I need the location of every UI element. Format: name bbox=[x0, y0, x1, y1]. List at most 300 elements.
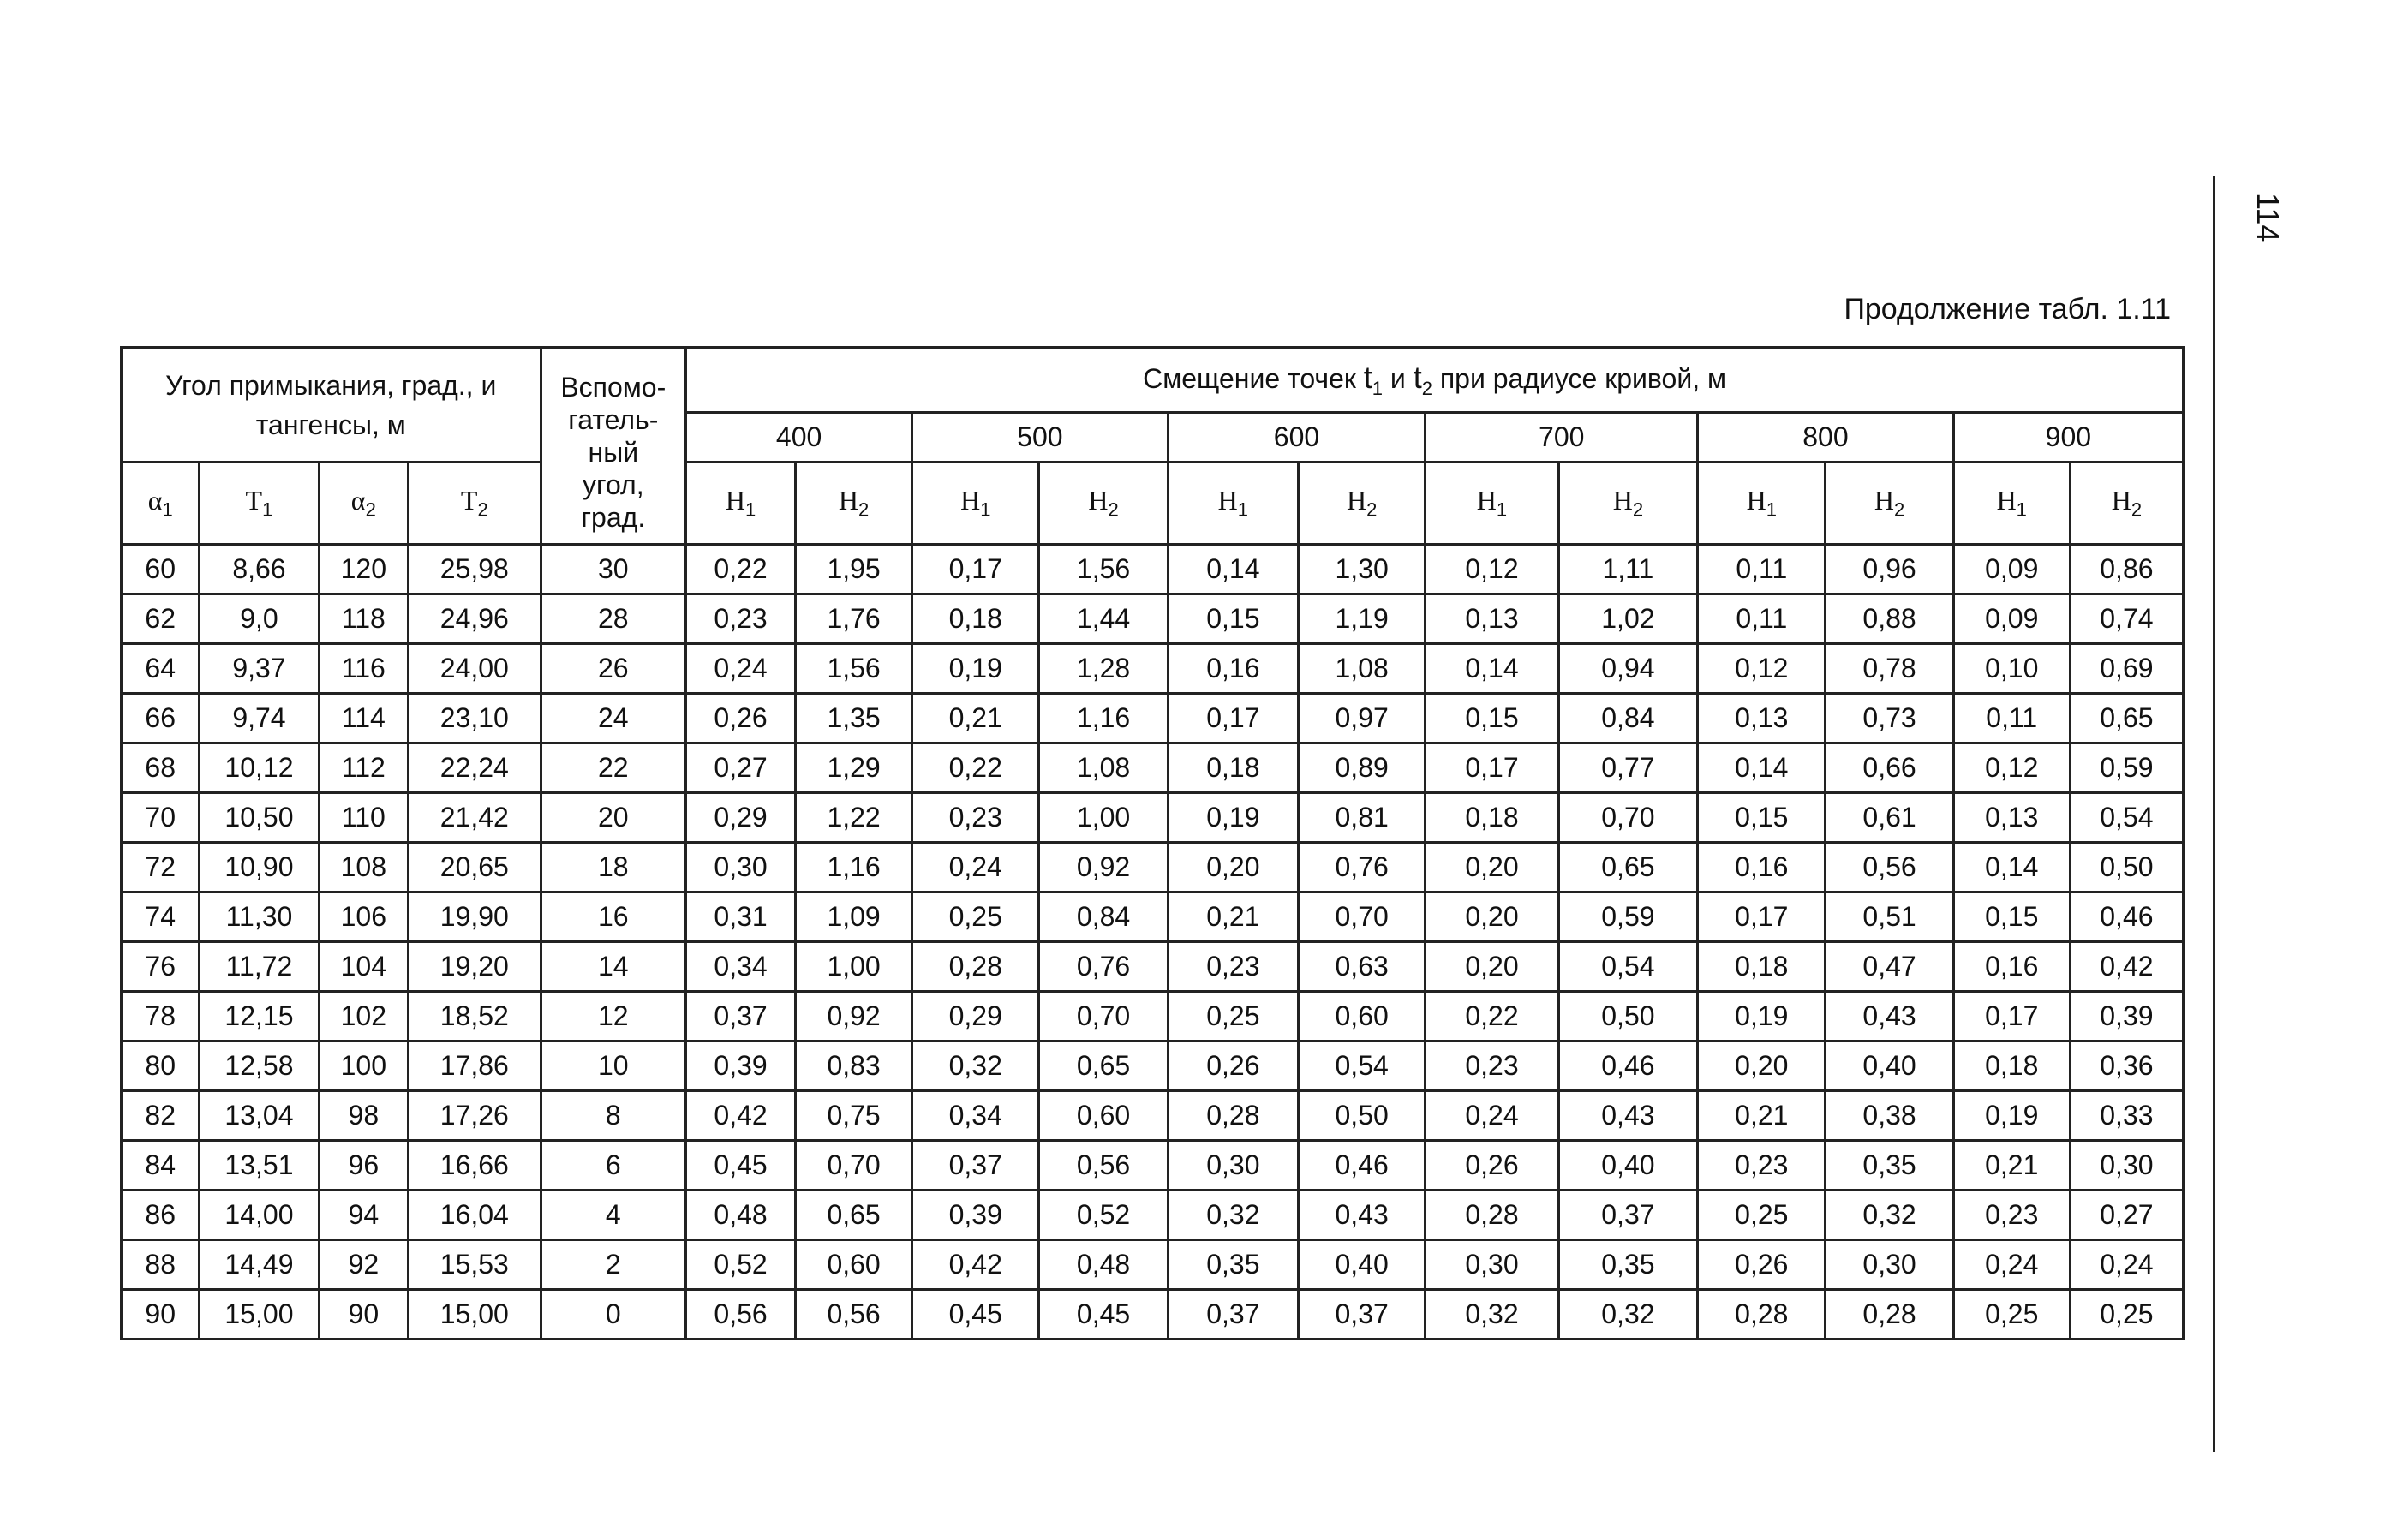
table-cell: 0,37 bbox=[912, 1141, 1039, 1191]
table-cell: 0,31 bbox=[686, 892, 796, 942]
col-H1-700: $H_1$ bbox=[1426, 463, 1558, 545]
table-cell: 0,30 bbox=[1426, 1240, 1558, 1290]
table-cell: 0,09 bbox=[1953, 594, 2070, 644]
table-cell: 0,18 bbox=[1426, 793, 1558, 843]
table-cell: 1,19 bbox=[1299, 594, 1426, 644]
table-cell: 1,09 bbox=[796, 892, 912, 942]
table-cell: 0,39 bbox=[2070, 992, 2183, 1042]
table-cell: 0,32 bbox=[1826, 1191, 1953, 1240]
table-cell: 19,90 bbox=[409, 892, 541, 942]
table-cell: 0,78 bbox=[1826, 644, 1953, 694]
table-cell: 13,51 bbox=[200, 1141, 319, 1191]
radius-900: 900 bbox=[1953, 413, 2183, 463]
table-cell: 0,20 bbox=[1426, 942, 1558, 992]
table-cell: 10 bbox=[541, 1042, 686, 1091]
table-cell: 0,65 bbox=[2070, 694, 2183, 743]
table-cell: 0,84 bbox=[1039, 892, 1168, 942]
table-cell: 0,17 bbox=[1426, 743, 1558, 793]
col-H1-900: $H_1$ bbox=[1953, 463, 2070, 545]
table-cell: 108 bbox=[319, 843, 409, 892]
table-cell: 24 bbox=[541, 694, 686, 743]
table-cell: 0,50 bbox=[1299, 1091, 1426, 1141]
table-cell: 1,56 bbox=[796, 644, 912, 694]
table-cell: 17,86 bbox=[409, 1042, 541, 1091]
table-cell: 0,11 bbox=[1953, 694, 2070, 743]
table-cell: 0,21 bbox=[1953, 1141, 2070, 1191]
table-cell: 88 bbox=[122, 1240, 200, 1290]
table-cell: 17,26 bbox=[409, 1091, 541, 1141]
table-cell: 0,30 bbox=[686, 843, 796, 892]
table-cell: 12,58 bbox=[200, 1042, 319, 1091]
table-row bbox=[122, 1141, 2184, 1191]
table-cell: 0,54 bbox=[1558, 942, 1697, 992]
table-cell: 0,40 bbox=[1299, 1240, 1426, 1290]
table-cell: 0,47 bbox=[1826, 942, 1953, 992]
table-cell: 21,42 bbox=[409, 793, 541, 843]
table-cell: 23,10 bbox=[409, 694, 541, 743]
table-cell: 0,70 bbox=[1558, 793, 1697, 843]
table-cell: 0,65 bbox=[1039, 1042, 1168, 1091]
table-cell: 0,32 bbox=[1558, 1290, 1697, 1340]
col-alpha2: $\alpha_2$ bbox=[319, 463, 409, 545]
table-cell: 84 bbox=[122, 1141, 200, 1191]
table-cell: 0,11 bbox=[1698, 545, 1826, 594]
radius-400: 400 bbox=[686, 413, 912, 463]
table-cell: 0,18 bbox=[1168, 743, 1298, 793]
table-row bbox=[122, 743, 2184, 793]
col-H2-900: $H_2$ bbox=[2070, 463, 2183, 545]
table-cell: 0,83 bbox=[796, 1042, 912, 1091]
radius-600: 600 bbox=[1168, 413, 1426, 463]
table-cell: 0,42 bbox=[912, 1240, 1039, 1290]
table-cell: 0,33 bbox=[2070, 1091, 2183, 1141]
table-cell: 94 bbox=[319, 1191, 409, 1240]
table-cell: 0,46 bbox=[1558, 1042, 1697, 1091]
table-cell: 11,72 bbox=[200, 942, 319, 992]
table-cell: 116 bbox=[319, 644, 409, 694]
table-cell: 0,76 bbox=[1039, 942, 1168, 992]
table-cell: 1,08 bbox=[1039, 743, 1168, 793]
table-cell: 0,75 bbox=[796, 1091, 912, 1141]
table-cell: 0,34 bbox=[686, 942, 796, 992]
table-cell: 0,28 bbox=[1698, 1290, 1826, 1340]
header-shift-group: Смещение точек $t_1$ и $t_2$ при радиусе кривой, м bbox=[686, 348, 2184, 413]
table-cell: 0,10 bbox=[1953, 644, 2070, 694]
table-cell: 0,16 bbox=[1953, 942, 2070, 992]
table-cell: 14 bbox=[541, 942, 686, 992]
table-cell: 30 bbox=[541, 545, 686, 594]
radius-500: 500 bbox=[912, 413, 1169, 463]
table-cell: 0,14 bbox=[1426, 644, 1558, 694]
table-cell: 0,11 bbox=[1698, 594, 1826, 644]
table-cell: 0,24 bbox=[1426, 1091, 1558, 1141]
table-cell: 24,96 bbox=[409, 594, 541, 644]
table-cell: 0,13 bbox=[1698, 694, 1826, 743]
table-cell: 1,30 bbox=[1299, 545, 1426, 594]
table-cell: 0,65 bbox=[796, 1191, 912, 1240]
table-cell: 10,12 bbox=[200, 743, 319, 793]
table-cell: 0,34 bbox=[912, 1091, 1039, 1141]
table-row bbox=[122, 644, 2184, 694]
table-cell: 9,37 bbox=[200, 644, 319, 694]
table-cell: 0,84 bbox=[1558, 694, 1697, 743]
table-cell: 0,42 bbox=[2070, 942, 2183, 992]
table-cell: 0,23 bbox=[1698, 1141, 1826, 1191]
table-cell: 0,27 bbox=[2070, 1191, 2183, 1240]
table-cell: 78 bbox=[122, 992, 200, 1042]
col-H1-800: $H_1$ bbox=[1698, 463, 1826, 545]
table-cell: 0,18 bbox=[1953, 1042, 2070, 1091]
table-cell: 0,56 bbox=[1039, 1141, 1168, 1191]
table-cell: 0,60 bbox=[1039, 1091, 1168, 1141]
col-H2-700: $H_2$ bbox=[1558, 463, 1697, 545]
col-H2-400: $H_2$ bbox=[796, 463, 912, 545]
table-body bbox=[122, 545, 2184, 1340]
table-cell: 0,23 bbox=[1168, 942, 1298, 992]
table-cell: 0,20 bbox=[1168, 843, 1298, 892]
table-cell: 1,56 bbox=[1039, 545, 1168, 594]
table-cell: 15,00 bbox=[200, 1290, 319, 1340]
radius-700: 700 bbox=[1426, 413, 1698, 463]
col-H1-600: $H_1$ bbox=[1168, 463, 1298, 545]
table-cell: 120 bbox=[319, 545, 409, 594]
table-cell: 0,15 bbox=[1426, 694, 1558, 743]
table-cell: 0,18 bbox=[1698, 942, 1826, 992]
table-cell: 0,27 bbox=[686, 743, 796, 793]
table-caption: Продолжение табл. 1.11 bbox=[1844, 293, 2171, 325]
table-row bbox=[122, 694, 2184, 743]
header-aux-angle: Вспомо-гатель-ный угол, град. bbox=[541, 348, 686, 545]
col-H2-600: $H_2$ bbox=[1299, 463, 1426, 545]
table-cell: 0,37 bbox=[1299, 1290, 1426, 1340]
table-cell: 16,04 bbox=[409, 1191, 541, 1240]
table-cell: 0,56 bbox=[1826, 843, 1953, 892]
table-row bbox=[122, 892, 2184, 942]
table-cell: 70 bbox=[122, 793, 200, 843]
table-cell: 0,14 bbox=[1953, 843, 2070, 892]
table-cell: 6 bbox=[541, 1141, 686, 1191]
table-cell: 0,32 bbox=[912, 1042, 1039, 1091]
table-cell: 15,53 bbox=[409, 1240, 541, 1290]
table-cell: 0,14 bbox=[1168, 545, 1298, 594]
table-cell: 0,37 bbox=[1558, 1191, 1697, 1240]
table-cell: 0,45 bbox=[1039, 1290, 1168, 1340]
table-cell: 0,25 bbox=[1168, 992, 1298, 1042]
table-cell: 0,32 bbox=[1426, 1290, 1558, 1340]
table-cell: 0,50 bbox=[1558, 992, 1697, 1042]
table-cell: 0,73 bbox=[1826, 694, 1953, 743]
table-cell: 0,20 bbox=[1426, 843, 1558, 892]
table-cell: 1,35 bbox=[796, 694, 912, 743]
col-H2-800: $H_2$ bbox=[1826, 463, 1953, 545]
table-cell: 0,16 bbox=[1698, 843, 1826, 892]
table-cell: 0,35 bbox=[1826, 1141, 1953, 1191]
table-cell: 0,46 bbox=[2070, 892, 2183, 942]
table-cell: 14,49 bbox=[200, 1240, 319, 1290]
page-number: 114 bbox=[2251, 193, 2286, 242]
table-cell: 0,18 bbox=[912, 594, 1039, 644]
table-cell: 0,61 bbox=[1826, 793, 1953, 843]
table-cell: 2 bbox=[541, 1240, 686, 1290]
table-cell: 0,70 bbox=[796, 1141, 912, 1191]
table-cell: 1,08 bbox=[1299, 644, 1426, 694]
table-cell: 0,81 bbox=[1299, 793, 1426, 843]
table-cell: 0,92 bbox=[1039, 843, 1168, 892]
table-cell: 102 bbox=[319, 992, 409, 1042]
col-T2: $T_2$ bbox=[409, 463, 541, 545]
table-cell: 64 bbox=[122, 644, 200, 694]
table-cell: 0,38 bbox=[1826, 1091, 1953, 1141]
table-cell: 0,29 bbox=[686, 793, 796, 843]
table-cell: 0,60 bbox=[796, 1240, 912, 1290]
table-cell: 0,23 bbox=[686, 594, 796, 644]
table-row bbox=[122, 793, 2184, 843]
table-cell: 1,44 bbox=[1039, 594, 1168, 644]
table-cell: 0,37 bbox=[1168, 1290, 1298, 1340]
table-cell: 1,00 bbox=[1039, 793, 1168, 843]
table-cell: 0,65 bbox=[1558, 843, 1697, 892]
table-cell: 0,46 bbox=[1299, 1141, 1426, 1191]
table-cell: 0,13 bbox=[1426, 594, 1558, 644]
table-cell: 20 bbox=[541, 793, 686, 843]
table-cell: 9,74 bbox=[200, 694, 319, 743]
table-cell: 12,15 bbox=[200, 992, 319, 1042]
table-cell: 9,0 bbox=[200, 594, 319, 644]
table-cell: 0,09 bbox=[1953, 545, 2070, 594]
table-cell: 4 bbox=[541, 1191, 686, 1240]
table-cell: 16,66 bbox=[409, 1141, 541, 1191]
table-row bbox=[122, 1240, 2184, 1290]
table-cell: 62 bbox=[122, 594, 200, 644]
table-cell: 0,56 bbox=[796, 1290, 912, 1340]
table-cell: 118 bbox=[319, 594, 409, 644]
table-cell: 0,25 bbox=[1953, 1290, 2070, 1340]
table-cell: 0,28 bbox=[1426, 1191, 1558, 1240]
table-cell: 114 bbox=[319, 694, 409, 743]
table-cell: 0,36 bbox=[2070, 1042, 2183, 1091]
table-cell: 0,26 bbox=[686, 694, 796, 743]
table-cell: 0,26 bbox=[1168, 1042, 1298, 1091]
table-cell: 0,28 bbox=[1168, 1091, 1298, 1141]
table-cell: 0,54 bbox=[1299, 1042, 1426, 1091]
table-cell: 0,19 bbox=[1698, 992, 1826, 1042]
table-cell: 74 bbox=[122, 892, 200, 942]
table-cell: 0,97 bbox=[1299, 694, 1426, 743]
table-cell: 0,43 bbox=[1558, 1091, 1697, 1141]
table-cell: 60 bbox=[122, 545, 200, 594]
table-row bbox=[122, 1042, 2184, 1091]
table-cell: 0,22 bbox=[1426, 992, 1558, 1042]
table-cell: 0,19 bbox=[1953, 1091, 2070, 1141]
table-cell: 0,30 bbox=[2070, 1141, 2183, 1191]
table-cell: 18,52 bbox=[409, 992, 541, 1042]
table-cell: 26 bbox=[541, 644, 686, 694]
table-cell: 72 bbox=[122, 843, 200, 892]
table-cell: 0,24 bbox=[912, 843, 1039, 892]
table-cell: 0,12 bbox=[1426, 545, 1558, 594]
table-cell: 1,95 bbox=[796, 545, 912, 594]
table-cell: 0,39 bbox=[912, 1191, 1039, 1240]
col-H1-500: $H_1$ bbox=[912, 463, 1039, 545]
table-cell: 0,76 bbox=[1299, 843, 1426, 892]
table-cell: 0,15 bbox=[1953, 892, 2070, 942]
radius-800: 800 bbox=[1698, 413, 1954, 463]
table-cell: 0,96 bbox=[1826, 545, 1953, 594]
table-cell: 0,20 bbox=[1698, 1042, 1826, 1091]
table-cell: 0,48 bbox=[686, 1191, 796, 1240]
offset-table bbox=[120, 346, 2185, 1340]
table-cell: 0,26 bbox=[1698, 1240, 1826, 1290]
table-cell: 112 bbox=[319, 743, 409, 793]
table-row bbox=[122, 1191, 2184, 1240]
table-cell: 0,22 bbox=[686, 545, 796, 594]
header-angle-group: Угол примыкания, град., и тангенсы, м bbox=[122, 348, 541, 463]
table-cell: 0,69 bbox=[2070, 644, 2183, 694]
table-cell: 90 bbox=[319, 1290, 409, 1340]
table-cell: 1,22 bbox=[796, 793, 912, 843]
table-cell: 0,66 bbox=[1826, 743, 1953, 793]
table-cell: 0,59 bbox=[2070, 743, 2183, 793]
table-cell: 0,12 bbox=[1698, 644, 1826, 694]
table-cell: 0,39 bbox=[686, 1042, 796, 1091]
table-row bbox=[122, 545, 2184, 594]
table-cell: 0,92 bbox=[796, 992, 912, 1042]
table-cell: 0,43 bbox=[1826, 992, 1953, 1042]
table-cell: 96 bbox=[319, 1141, 409, 1191]
table-cell: 0,48 bbox=[1039, 1240, 1168, 1290]
table-cell: 1,16 bbox=[796, 843, 912, 892]
table-cell: 0,12 bbox=[1953, 743, 2070, 793]
table-cell: 20,65 bbox=[409, 843, 541, 892]
table-cell: 0,26 bbox=[1426, 1141, 1558, 1191]
table-cell: 0,25 bbox=[1698, 1191, 1826, 1240]
table-cell: 0,94 bbox=[1558, 644, 1697, 694]
table-cell: 0,17 bbox=[912, 545, 1039, 594]
table-cell: 0,15 bbox=[1168, 594, 1298, 644]
table-cell: 1,02 bbox=[1558, 594, 1697, 644]
table-cell: 0,77 bbox=[1558, 743, 1697, 793]
table-cell: 0,23 bbox=[912, 793, 1039, 843]
table-cell: 10,50 bbox=[200, 793, 319, 843]
table-cell: 8,66 bbox=[200, 545, 319, 594]
symbol-row bbox=[122, 463, 2184, 545]
table-cell: 0,19 bbox=[1168, 793, 1298, 843]
table-cell: 0,25 bbox=[2070, 1290, 2183, 1340]
table-cell: 0,15 bbox=[1698, 793, 1826, 843]
page-margin-rule bbox=[2213, 176, 2215, 1452]
table-cell: 0,24 bbox=[2070, 1240, 2183, 1290]
table-cell: 100 bbox=[319, 1042, 409, 1091]
table-cell: 104 bbox=[319, 942, 409, 992]
table-cell: 0,52 bbox=[686, 1240, 796, 1290]
table-cell: 0,56 bbox=[686, 1290, 796, 1340]
table-cell: 28 bbox=[541, 594, 686, 644]
table-cell: 0,17 bbox=[1698, 892, 1826, 942]
table-cell: 0,59 bbox=[1558, 892, 1697, 942]
table-cell: 90 bbox=[122, 1290, 200, 1340]
table-cell: 12 bbox=[541, 992, 686, 1042]
table-row bbox=[122, 594, 2184, 644]
table-cell: 66 bbox=[122, 694, 200, 743]
table-cell: 24,00 bbox=[409, 644, 541, 694]
table-cell: 0,17 bbox=[1953, 992, 2070, 1042]
table-cell: 0,52 bbox=[1039, 1191, 1168, 1240]
table-cell: 0,63 bbox=[1299, 942, 1426, 992]
table-cell: 0,24 bbox=[1953, 1240, 2070, 1290]
table-cell: 0,14 bbox=[1698, 743, 1826, 793]
col-alpha1: $\alpha_1$ bbox=[122, 463, 200, 545]
table-cell: 0,35 bbox=[1558, 1240, 1697, 1290]
table-cell: 86 bbox=[122, 1191, 200, 1240]
table-cell: 0,70 bbox=[1299, 892, 1426, 942]
table-cell: 0,89 bbox=[1299, 743, 1426, 793]
table-cell: 0,32 bbox=[1168, 1191, 1298, 1240]
col-T1: $T_1$ bbox=[200, 463, 319, 545]
table-cell: 1,00 bbox=[796, 942, 912, 992]
table-cell: 0,86 bbox=[2070, 545, 2183, 594]
table-cell: 0,40 bbox=[1558, 1141, 1697, 1191]
table-cell: 22 bbox=[541, 743, 686, 793]
table-cell: 0,23 bbox=[1953, 1191, 2070, 1240]
table-cell: 0,54 bbox=[2070, 793, 2183, 843]
table-cell: 0,13 bbox=[1953, 793, 2070, 843]
table-cell: 0,28 bbox=[1826, 1290, 1953, 1340]
table-cell: 92 bbox=[319, 1240, 409, 1290]
table-cell: 13,04 bbox=[200, 1091, 319, 1141]
table-cell: 0,17 bbox=[1168, 694, 1298, 743]
col-H1-400: $H_1$ bbox=[686, 463, 796, 545]
table-cell: 25,98 bbox=[409, 545, 541, 594]
table-cell: 1,28 bbox=[1039, 644, 1168, 694]
table-cell: 22,24 bbox=[409, 743, 541, 793]
table-cell: 0,28 bbox=[912, 942, 1039, 992]
table-cell: 82 bbox=[122, 1091, 200, 1141]
table-cell: 0,35 bbox=[1168, 1240, 1298, 1290]
table-row bbox=[122, 942, 2184, 992]
table-cell: 0,70 bbox=[1039, 992, 1168, 1042]
table-row bbox=[122, 1290, 2184, 1340]
table-cell: 0,51 bbox=[1826, 892, 1953, 942]
table-cell: 68 bbox=[122, 743, 200, 793]
table-row bbox=[122, 1091, 2184, 1141]
table-cell: 0,21 bbox=[1698, 1091, 1826, 1141]
table-cell: 0,43 bbox=[1299, 1191, 1426, 1240]
table-cell: 0,42 bbox=[686, 1091, 796, 1141]
table-cell: 106 bbox=[319, 892, 409, 942]
table-cell: 0,37 bbox=[686, 992, 796, 1042]
table-cell: 0 bbox=[541, 1290, 686, 1340]
table-cell: 98 bbox=[319, 1091, 409, 1141]
table-cell: 0,45 bbox=[912, 1290, 1039, 1340]
table-cell: 0,74 bbox=[2070, 594, 2183, 644]
table-cell: 0,23 bbox=[1426, 1042, 1558, 1091]
table-cell: 0,45 bbox=[686, 1141, 796, 1191]
col-H2-500: $H_2$ bbox=[1039, 463, 1168, 545]
table-cell: 16 bbox=[541, 892, 686, 942]
table-cell: 0,21 bbox=[912, 694, 1039, 743]
table-cell: 0,20 bbox=[1426, 892, 1558, 942]
table-row bbox=[122, 992, 2184, 1042]
table-cell: 0,60 bbox=[1299, 992, 1426, 1042]
table-cell: 0,40 bbox=[1826, 1042, 1953, 1091]
table-cell: 76 bbox=[122, 942, 200, 992]
table-cell: 8 bbox=[541, 1091, 686, 1141]
table-cell: 19,20 bbox=[409, 942, 541, 992]
table-cell: 0,88 bbox=[1826, 594, 1953, 644]
table-cell: 1,16 bbox=[1039, 694, 1168, 743]
table-cell: 1,29 bbox=[796, 743, 912, 793]
table-cell: 0,19 bbox=[912, 644, 1039, 694]
